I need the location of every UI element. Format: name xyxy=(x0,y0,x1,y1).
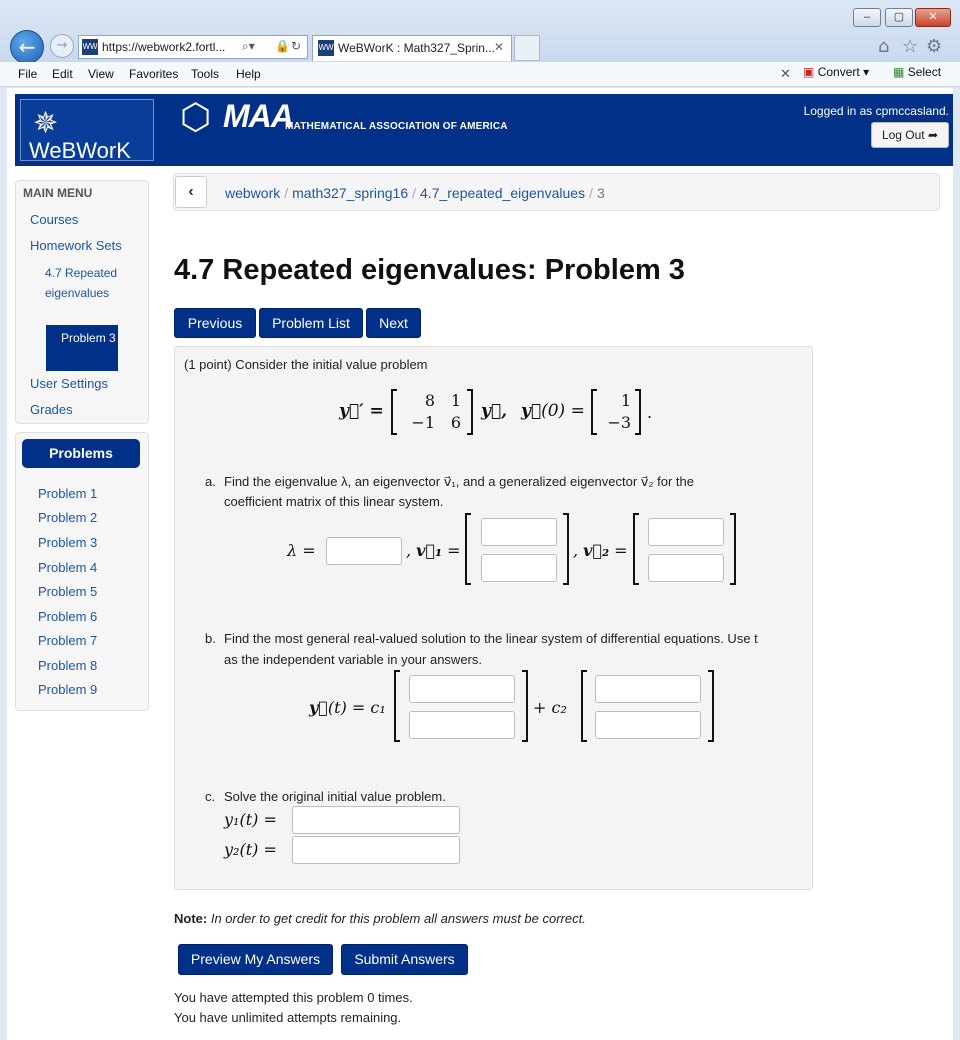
search-icon[interactable]: ⌕▾ xyxy=(242,39,255,53)
matrix-entry: −1 xyxy=(411,413,435,432)
lock-icon[interactable]: 🔒 xyxy=(275,39,290,53)
part-a-marker: a. xyxy=(205,474,216,489)
matrix-entry: 1 xyxy=(450,391,461,410)
sol1-input-2[interactable] xyxy=(409,711,515,739)
note-body: In order to get credit for this problem all answers must be correct. xyxy=(210,911,586,926)
sign-out-icon: ➦ xyxy=(927,128,939,142)
new-tab-button[interactable] xyxy=(514,35,540,61)
part-b-text-cont: as the independent variable in your answers. xyxy=(224,652,482,667)
logout-button[interactable] xyxy=(871,122,949,148)
problem-link[interactable]: Problem 1 xyxy=(38,486,98,501)
y2-input[interactable] xyxy=(292,836,460,864)
v1-input-2[interactable] xyxy=(481,554,557,582)
refresh-icon[interactable]: ↻ xyxy=(291,39,302,53)
tab-close-icon[interactable]: ✕ xyxy=(494,40,505,54)
forward-button[interactable] xyxy=(50,34,74,58)
main-menu-title: MAIN MENU xyxy=(23,186,93,200)
convert-button[interactable] xyxy=(803,65,869,79)
sol1-right-bracket xyxy=(522,670,528,742)
url-text[interactable]: https://webwork2.fortl... xyxy=(102,40,226,54)
site-favicon-icon: WW xyxy=(82,39,98,55)
previous-button[interactable]: Previous xyxy=(174,308,256,338)
problems-title: Problems xyxy=(22,439,140,468)
y1-input[interactable] xyxy=(292,806,460,834)
menu-favorites[interactable]: Favorites xyxy=(129,67,179,81)
maa-logo-text[interactable]: MAA xyxy=(223,98,293,134)
breadcrumb-current: 3 xyxy=(596,185,605,201)
problem-link[interactable]: Problem 7 xyxy=(38,633,98,648)
matrix-row xyxy=(407,391,467,410)
forward-arrow-icon: → xyxy=(56,38,68,53)
preview-answers-button[interactable]: Preview My Answers xyxy=(178,944,333,975)
matrix-right-bracket xyxy=(467,389,473,435)
breadcrumb-link[interactable]: webwork xyxy=(225,185,281,201)
webwork-logo[interactable] xyxy=(20,99,154,161)
maa-logo-icon: ⬡ xyxy=(180,97,212,138)
matrix-left-bracket xyxy=(391,389,397,435)
sidebar-item-courses[interactable]: Courses xyxy=(30,212,79,227)
webwork-logo-text: WeBWorK xyxy=(29,138,131,163)
sidebar-item-user-settings[interactable]: User Settings xyxy=(30,376,109,391)
v1-label: , v⃗₁ = xyxy=(406,541,461,560)
sidebar-item-current-set[interactable]: 4.7 Repeated eigenvalues xyxy=(45,266,118,300)
breadcrumb-link[interactable]: 4.7_repeated_eigenvalues xyxy=(420,185,586,201)
y-vector-symbol: y⃗, xyxy=(481,401,507,421)
lambda-input[interactable] xyxy=(326,537,402,565)
minimize-button[interactable]: ‒ xyxy=(853,8,881,27)
lambda-label: λ = xyxy=(287,541,316,560)
sol2-input-2[interactable] xyxy=(595,711,701,739)
part-b-marker: b. xyxy=(205,631,216,646)
back-button[interactable] xyxy=(10,30,44,64)
breadcrumb-back-button[interactable] xyxy=(175,176,207,208)
maximize-button[interactable]: ▢ xyxy=(885,8,913,27)
tab-title[interactable]: WeBWorK : Math327_Sprin... xyxy=(338,41,495,55)
select-label: Select xyxy=(907,65,942,79)
maa-subtitle: MATHEMATICAL ASSOCIATION OF AMERICA xyxy=(285,121,508,132)
v2-right-bracket xyxy=(730,513,736,585)
v2-left-bracket xyxy=(633,513,639,585)
part-c-marker: c. xyxy=(205,789,216,804)
problem-link[interactable]: Problem 2 xyxy=(38,510,98,525)
select-icon: ▦ xyxy=(893,65,905,79)
page-viewport xyxy=(7,88,953,1040)
chevron-left-icon: ‹ xyxy=(188,183,194,200)
settings-gear-icon[interactable]: ⚙ xyxy=(926,36,943,57)
problem-list-button[interactable]: Problem List xyxy=(259,308,363,338)
v1-left-bracket xyxy=(465,513,471,585)
vector-left-bracket xyxy=(591,389,597,435)
problem-link[interactable]: Problem 9 xyxy=(38,682,98,697)
menu-help[interactable]: Help xyxy=(236,67,261,81)
plus-c2-label: + c₂ xyxy=(533,698,567,717)
sol2-right-bracket xyxy=(708,670,714,742)
part-c-text: Solve the original initial value problem. xyxy=(224,789,446,804)
logged-in-text: Logged in as cpmccasland. xyxy=(803,104,949,118)
menu-view[interactable]: View xyxy=(88,67,114,81)
chevron-down-icon: ▾ xyxy=(863,65,870,79)
problem-link[interactable]: Problem 4 xyxy=(38,560,98,575)
v2-input-1[interactable] xyxy=(648,518,724,546)
select-button[interactable] xyxy=(893,65,941,79)
convert-label: Convert xyxy=(817,65,860,79)
part-b-text: Find the most general real-valued solution to the linear system of differential equations. Use t xyxy=(224,631,758,646)
y1-label: y₁(t) = xyxy=(224,810,277,829)
remaining-text: You have unlimited attempts remaining. xyxy=(174,1010,402,1025)
tab-favicon-icon: WW xyxy=(318,40,334,56)
sol1-left-bracket xyxy=(394,670,400,742)
initial-entry: −3 xyxy=(607,413,631,432)
sol1-input-1[interactable] xyxy=(409,675,515,703)
part-a-text: Find the eigenvalue λ, an eigenvector v⃗₁, and a generalized eigenvector v⃗₂ for the xyxy=(224,474,694,489)
y2-label: y₂(t) = xyxy=(224,840,277,859)
v2-label: , v⃗₂ = xyxy=(573,541,628,560)
initial-entry: 1 xyxy=(620,391,631,410)
favorites-star-icon[interactable]: ☆ xyxy=(902,36,919,57)
menu-tools[interactable]: Tools xyxy=(191,67,220,81)
sidebar-item-grades[interactable]: Grades xyxy=(30,402,73,417)
close-window-button[interactable]: ✕ xyxy=(915,8,951,27)
pdf-convert-icon: ▣ xyxy=(803,65,815,79)
back-arrow-icon: ← xyxy=(18,35,36,59)
matrix-entry: 8 xyxy=(424,391,435,410)
submit-answers-button[interactable]: Submit Answers xyxy=(341,944,468,975)
close-commandbar-icon[interactable]: ✕ xyxy=(780,66,791,81)
note-label: Note: xyxy=(174,911,208,926)
logout-label: Log Out xyxy=(881,128,925,142)
sidebar-item-homework-sets[interactable]: Homework Sets xyxy=(30,238,122,253)
y-of-t-label: y⃗(t) = c₁ xyxy=(309,698,386,717)
sol2-input-1[interactable] xyxy=(595,675,701,703)
y-zero-symbol: y⃗(0) = xyxy=(521,401,585,421)
problem-link[interactable]: Problem 3 xyxy=(38,535,98,550)
v1-input-1[interactable] xyxy=(481,518,557,546)
period: . xyxy=(647,403,653,422)
menu-edit[interactable]: Edit xyxy=(52,67,73,81)
problem-link[interactable]: Problem 5 xyxy=(38,584,98,599)
note-text xyxy=(174,911,586,926)
matrix-row xyxy=(407,413,467,432)
breadcrumb-link[interactable]: math327_spring16 xyxy=(292,185,409,201)
v2-input-2[interactable] xyxy=(648,554,724,582)
ivp-equation xyxy=(339,385,659,441)
next-button[interactable]: Next xyxy=(366,308,421,338)
home-icon[interactable]: ⌂ xyxy=(878,36,890,57)
problem-link[interactable]: Problem 6 xyxy=(38,609,98,624)
page-title: 4.7 Repeated eigenvalues: Problem 3 xyxy=(174,254,685,286)
sol2-left-bracket xyxy=(581,670,587,742)
vector-right-bracket xyxy=(635,389,641,435)
webwork-header xyxy=(15,94,953,166)
v1-right-bracket xyxy=(563,513,569,585)
menu-file[interactable]: File xyxy=(18,67,38,81)
y-prime-symbol: y⃗′ = xyxy=(339,401,384,421)
matrix-entry: 6 xyxy=(450,413,461,432)
problem-link[interactable]: Problem 8 xyxy=(38,658,98,673)
breadcrumb-path: webwork / math327_spring16 / 4.7_repeated_eigenvalues / 3 xyxy=(225,185,605,201)
attempts-text: You have attempted this problem 0 times. xyxy=(174,990,413,1005)
problem-intro: (1 point) Consider the initial value problem xyxy=(184,357,428,372)
webwork-star-icon: ✵ xyxy=(33,106,59,141)
sidebar-item-current-problem[interactable]: Problem 3 xyxy=(46,325,118,371)
part-a-text-cont: coefficient matrix of this linear system. xyxy=(224,494,444,509)
